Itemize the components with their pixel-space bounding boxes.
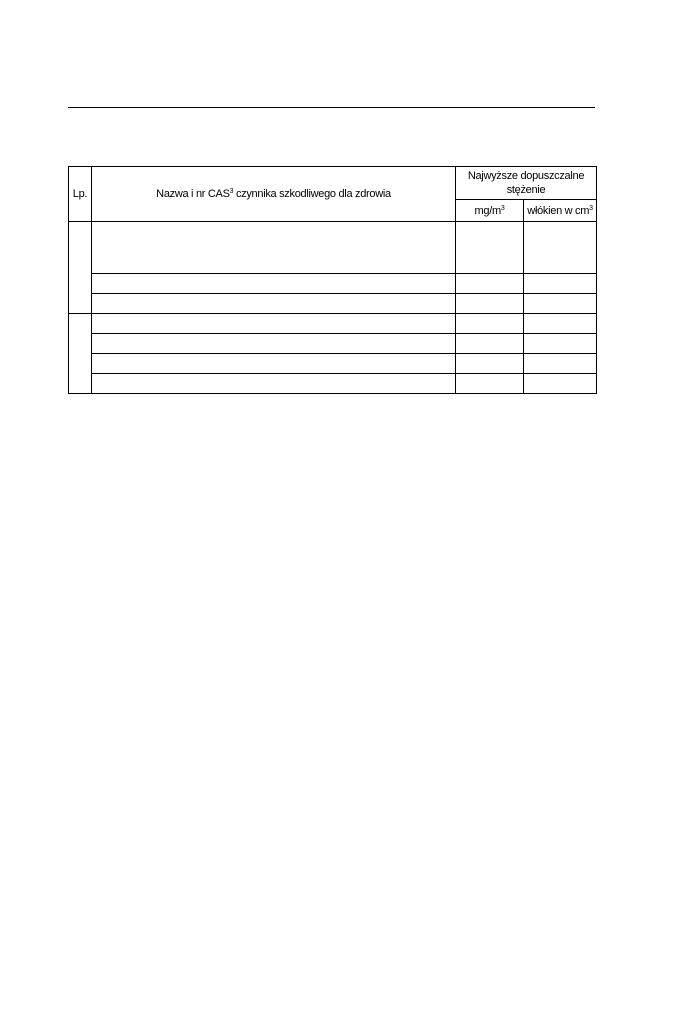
exposure-limits-table: [68, 166, 597, 394]
row-mg: [456, 334, 524, 354]
row-name: [92, 294, 456, 314]
row-mg: [456, 314, 524, 334]
header-row-1: [69, 167, 597, 200]
row-name: [92, 274, 456, 294]
row-fibers: [524, 334, 597, 354]
row-name: [92, 314, 456, 334]
table-row: [69, 274, 597, 294]
row-mg: [456, 274, 524, 294]
table-row: [69, 374, 597, 394]
row-name: [92, 374, 456, 394]
row-lp: [69, 314, 92, 394]
header-name: Nazwa i nr CAS$^3$ czynnika szkodliwego dla zdrowia: [92, 167, 456, 222]
row-name: [92, 334, 456, 354]
row-fibers: [524, 222, 597, 274]
row-fibers: [524, 314, 597, 334]
header-lp: Lp.: [69, 167, 92, 222]
row-name: [92, 222, 456, 274]
row-fibers: [524, 294, 597, 314]
row-fibers: [524, 274, 597, 294]
row-mg: [456, 294, 524, 314]
row-name: [92, 354, 456, 374]
table-row: [69, 294, 597, 314]
header-fibers: włókien w $cm^3$: [524, 200, 597, 222]
row-lp: [69, 222, 92, 314]
header-limits-group: Najwyższe dopuszczalne stężenie: [456, 167, 597, 200]
table-row: [69, 222, 597, 274]
table-row: [69, 314, 597, 334]
table-row: [69, 354, 597, 374]
row-mg: [456, 354, 524, 374]
row-fibers: [524, 354, 597, 374]
header-mg: $mg/m^3$: [456, 200, 524, 222]
table-row: [69, 334, 597, 354]
row-mg: [456, 222, 524, 274]
row-fibers: [524, 374, 597, 394]
top-rule: [68, 107, 595, 108]
row-mg: [456, 374, 524, 394]
